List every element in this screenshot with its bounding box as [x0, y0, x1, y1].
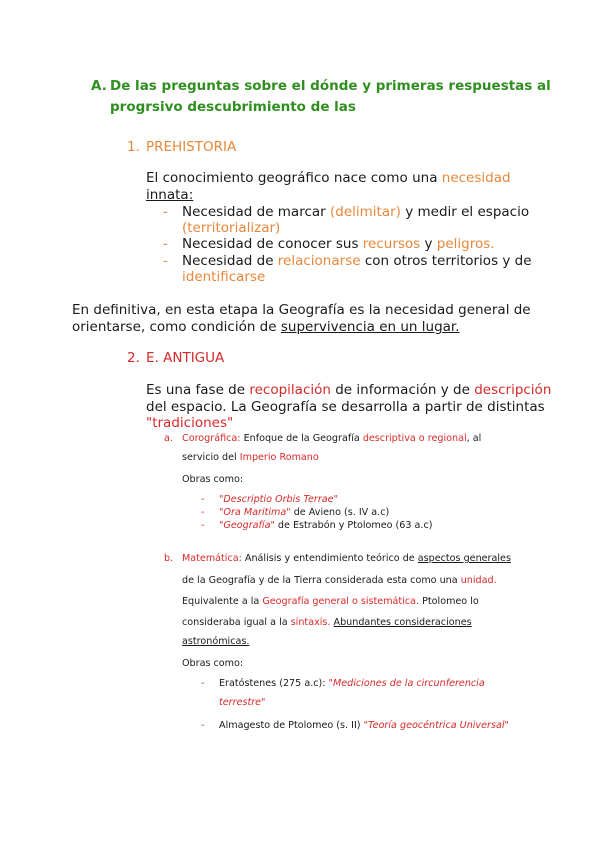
- heading-marker: A.: [91, 78, 107, 94]
- sub-b-item-1-title-2: terrestre": [219, 697, 266, 708]
- bullet-2-hl2: peligros.: [436, 236, 495, 252]
- bullet-1-hl2: (territorializar): [182, 220, 281, 236]
- dash-icon: -: [163, 253, 168, 269]
- dash-icon: -: [163, 204, 168, 220]
- dash-icon: -: [201, 678, 205, 689]
- sub-a-text-b: , al: [466, 433, 482, 444]
- sub-a-text-2: servicio del: [182, 452, 240, 463]
- dash-icon: -: [201, 494, 205, 505]
- dash-icon: -: [201, 520, 205, 531]
- sub-b-item-2-title: "Teoría geocéntrica Universal": [363, 720, 509, 731]
- section2-number: 2.: [127, 350, 140, 366]
- section1-number: 1.: [127, 139, 140, 155]
- sub-b-line-4: [182, 617, 472, 629]
- sub-a-line-1: [182, 433, 481, 445]
- dash-icon: -: [163, 236, 168, 252]
- bullet-2-text-b: y: [420, 236, 437, 252]
- sub-a-marker: a.: [164, 433, 173, 444]
- dash-icon: -: [201, 507, 205, 518]
- sub-b-item-2: [219, 720, 509, 732]
- sub-b-marker: b.: [164, 553, 174, 564]
- conclusion-line-2: [72, 319, 460, 336]
- sub-a-item-1: [219, 494, 338, 506]
- bullet-2: [182, 236, 495, 253]
- intro-text: El conocimiento geográfico nace como una: [146, 170, 442, 186]
- conclusion-line-1: En definitiva, en esta etapa la Geografía es la necesidad general de: [72, 302, 531, 318]
- section1-title: PREHISTORIA: [146, 139, 237, 155]
- sub-a-hl: descriptiva o regional: [362, 433, 467, 444]
- sub-b-line-1: [182, 553, 511, 565]
- bullet-3: [182, 253, 532, 270]
- sub-a-line-2: [182, 452, 319, 464]
- section2-para-line-1: [146, 382, 551, 399]
- sub-b-text: Análisis y entendimiento teórico de: [241, 553, 418, 564]
- conclusion-text: orientarse, como condición de: [72, 319, 281, 335]
- heading-line-2: progrsivo descubrimiento de las: [110, 99, 356, 115]
- sub-a-item-1-title: "Descriptio Orbis Terrae": [219, 494, 338, 505]
- sub-a-item-2-rest: de Avieno (s. IV a.c): [290, 507, 390, 518]
- para-hl-2: descripción: [474, 382, 552, 398]
- heading-line-1: De las preguntas sobre el dónde y primeras respuestas al: [110, 78, 551, 94]
- para-text: Es una fase de: [146, 382, 250, 398]
- sub-b-item-1-title: "Mediciones de la circunferencia: [328, 678, 485, 689]
- sub-b-item-1-text: Eratóstenes (275 a.c):: [219, 678, 329, 689]
- sub-b-label: Matemática:: [182, 553, 242, 564]
- sub-a-text: Enfoque de la Geografía: [240, 433, 363, 444]
- bullet-2-text: Necesidad de conocer sus: [182, 236, 363, 252]
- conclusion-underline: supervivencia en un lugar.: [280, 319, 460, 335]
- sub-b-hl-3: Geografía general o sistemática.: [262, 596, 420, 607]
- sub-b-line-3: [182, 596, 479, 608]
- sub-a-label: Corográfica:: [182, 433, 241, 444]
- sub-a-obras: Obras como:: [182, 474, 244, 485]
- bullet-3-hl2: identificarse: [182, 269, 266, 285]
- sub-a-item-3: [219, 520, 433, 532]
- bullet-3-text: Necesidad de: [182, 253, 278, 269]
- dash-icon: -: [201, 720, 205, 731]
- sub-b-item-1: [219, 678, 485, 690]
- bullet-1: [182, 204, 529, 221]
- sub-b-hl-2: unidad.: [460, 575, 497, 586]
- sub-b-obras: Obras como:: [182, 658, 244, 669]
- bullet-2-hl: recursos: [362, 236, 421, 252]
- section2-para-line-2: del espacio. La Geografía se desarrolla a partir de distintas: [146, 399, 545, 415]
- bullet-1-text-b: y medir el espacio: [400, 204, 530, 220]
- sub-b-line-2: [182, 575, 497, 587]
- sub-a-item-2-title: "Ora Maritima": [219, 507, 291, 518]
- para-hl-1: recopilación: [249, 382, 331, 398]
- bullet-3-hl: relacionarse: [277, 253, 361, 269]
- sub-a-item-2: [219, 507, 389, 519]
- sub-a-item-3-rest: de Estrabón y Ptolomeo (63 a.c): [274, 520, 433, 531]
- intro-highlight: necesidad: [441, 170, 511, 186]
- sub-b-text-3b: Ptolomeo lo: [419, 596, 479, 607]
- bullet-1-hl: (delimitar): [330, 204, 401, 220]
- section2-title: E. ANTIGUA: [146, 350, 225, 366]
- sub-b-hl-4: sintaxis.: [290, 617, 331, 628]
- bullet-1-text: Necesidad de marcar: [182, 204, 330, 220]
- sub-a-item-3-title: "Geografía": [219, 520, 275, 531]
- sub-a-hl-2: Imperio Romano: [239, 452, 319, 463]
- para-text-b: de información y de: [330, 382, 475, 398]
- sub-b-text-2: de la Geografía y de la Tierra considerada esta como una: [182, 575, 461, 586]
- section2-para-line-3: "tradiciones": [146, 415, 234, 431]
- sub-b-text-3: Equivalente a la: [182, 596, 263, 607]
- sub-b-item-1-cont: [219, 697, 265, 709]
- sub-b-text-4: consideraba igual a la: [182, 617, 291, 628]
- sub-b-item-2-text: Almagesto de Ptolomeo (s. II): [219, 720, 364, 731]
- sub-b-underline-4: Abundantes consideraciones: [333, 617, 472, 628]
- sub-b-line-5: astronómicas.: [182, 636, 250, 647]
- sub-b-underline: aspectos generales: [417, 553, 511, 564]
- section1-intro: [146, 170, 511, 187]
- intro-innata: innata:: [146, 187, 194, 203]
- bullet-3-text-b: con otros territorios y de: [360, 253, 532, 269]
